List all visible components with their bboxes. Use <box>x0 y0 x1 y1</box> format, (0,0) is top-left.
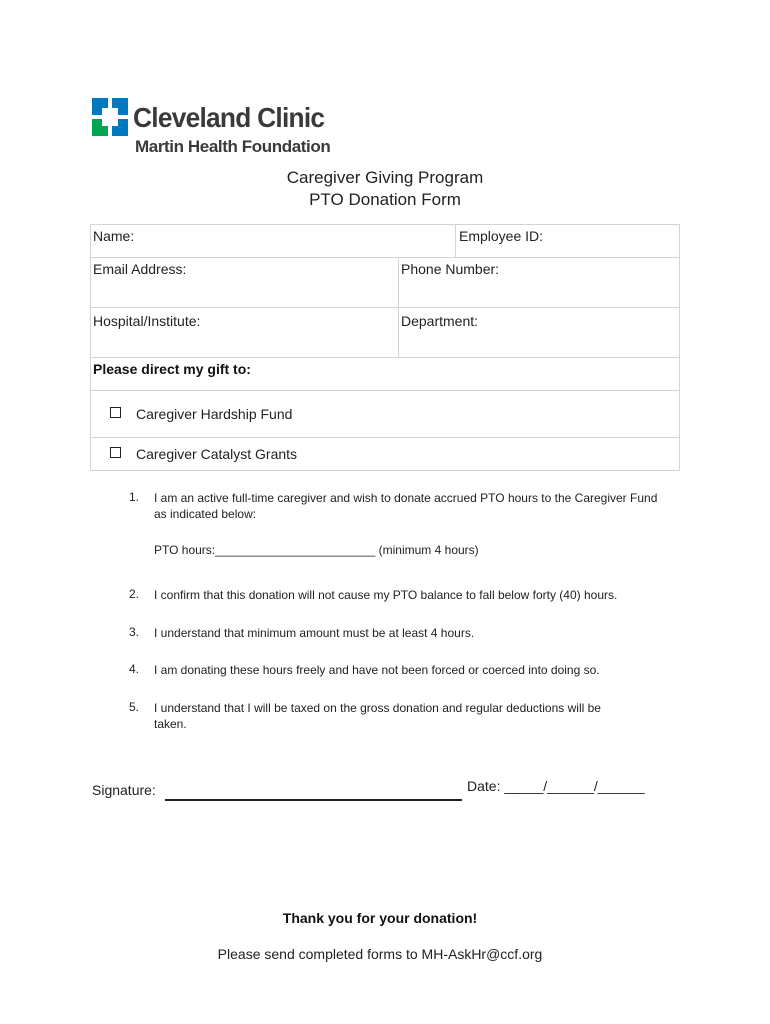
statement-number: 2. <box>129 587 140 601</box>
table-border-right <box>679 224 680 470</box>
send-instructions: Please send completed forms to MH-AskHr@ccf.org <box>217 946 543 962</box>
hardship-fund-checkbox[interactable] <box>110 407 121 418</box>
gift-heading: Please direct my gift to: <box>93 361 251 377</box>
signature-label: Signature: <box>92 782 156 798</box>
statement-number: 3. <box>129 625 140 639</box>
logo-subtitle: Martin Health Foundation <box>135 137 331 156</box>
name-field[interactable]: Name: <box>93 228 135 244</box>
form-table <box>90 224 680 470</box>
table-divider <box>90 390 680 391</box>
table-column-divider <box>398 257 399 357</box>
statement-text: I am an active full-time caregiver and wish to donate accrued PTO hours to the Caregiver Fund as indicated below: <box>154 491 658 521</box>
date-field[interactable]: Date: _____/______/______ <box>467 778 645 794</box>
table-border-top <box>90 224 680 225</box>
statement-number: 5. <box>129 700 140 714</box>
table-border-left <box>90 224 91 470</box>
table-divider <box>90 257 680 258</box>
statement-text: I understand that minimum amount must be at least 4 hours. <box>154 626 475 640</box>
pto-hours-field[interactable]: PTO hours:________________________ (minimum 4 hours) <box>154 543 479 557</box>
form-title: PTO Donation Form <box>309 190 461 209</box>
table-border-bottom <box>90 470 680 471</box>
table-divider <box>90 357 680 358</box>
program-title: Caregiver Giving Program <box>286 168 484 187</box>
phone-field[interactable]: Phone Number: <box>401 261 500 277</box>
statement-text: I am donating these hours freely and have not been forced or coerced into doing so. <box>154 663 600 677</box>
thank-you-text: Thank you for your donation! <box>282 910 478 926</box>
email-field[interactable]: Email Address: <box>93 261 187 277</box>
statement-number: 4. <box>129 662 140 676</box>
logo-title: Cleveland Clinic <box>133 102 325 133</box>
signature-line[interactable] <box>165 799 462 801</box>
table-divider <box>90 437 680 438</box>
statement-text: I understand that I will be taxed on the gross donation and regular deductions will be taken. <box>154 701 601 731</box>
department-field[interactable]: Department: <box>401 313 479 329</box>
hospital-field[interactable]: Hospital/Institute: <box>93 313 201 329</box>
catalyst-grants-label: Caregiver Catalyst Grants <box>136 446 298 462</box>
cleveland-clinic-logo-icon <box>92 98 128 136</box>
employee-id-field[interactable]: Employee ID: <box>459 228 544 244</box>
table-divider <box>90 307 680 308</box>
statement-text: I confirm that this donation will not cause my PTO balance to fall below forty (40) hours. <box>154 588 618 602</box>
table-column-divider <box>455 224 456 257</box>
catalyst-grants-checkbox[interactable] <box>110 447 121 458</box>
statement-number: 1. <box>129 490 140 504</box>
hardship-fund-label: Caregiver Hardship Fund <box>136 406 293 422</box>
